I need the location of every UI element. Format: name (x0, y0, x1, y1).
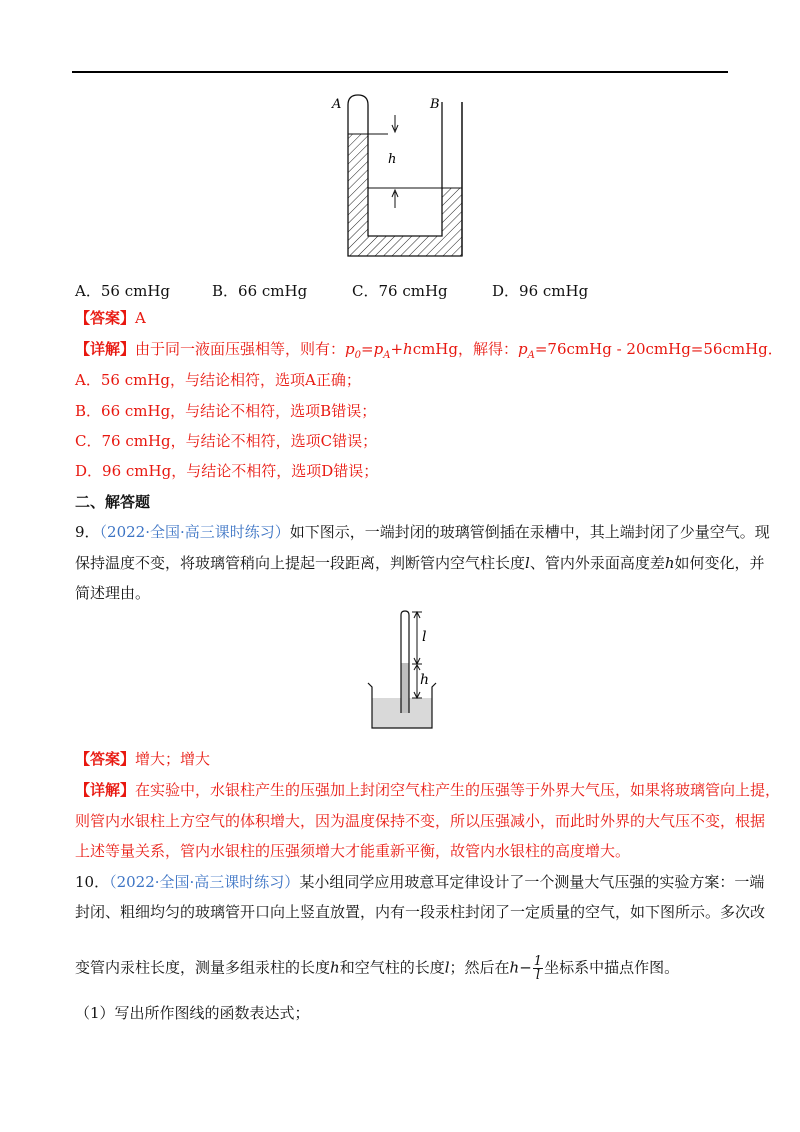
q9-line-2: 保持温度不变，将玻璃管稍向上提起一段距离，判断管内空气柱长度l、管内外汞面高度差h如何变化，并 (75, 554, 765, 572)
q10-line-3: 变管内汞柱长度，测量多组汞柱的长度h和空气柱的长度l；然后在h− $\frac{1}{l}$ 坐标系中描点作图。 (75, 954, 680, 983)
label-b: B (430, 97, 440, 112)
q8-answer: 【答案】A (75, 309, 146, 327)
u-tube-figure (320, 90, 480, 265)
q10-sub-1: （1）写出所作图线的函数表达式； (75, 1004, 310, 1022)
label-h: h (388, 152, 397, 167)
mercury-fill (348, 134, 462, 256)
q9-detail-2: 则管内水银柱上方空气的体积增大，因为温度保持不变，所以压强减小，而此时外界的大气压不变，根据 (75, 812, 766, 830)
fraction-1-over-l: $\frac{1}{l}$ (533, 954, 543, 983)
option-c: C．76 cmHg (352, 282, 448, 300)
q10-line-1: 10．（2022·全国·高三课时练习）某小组同学应用玻意耳定律设计了一个测量大气压强的实验方案：一端 (75, 873, 765, 891)
header-rule (72, 71, 728, 73)
section-title: 二、解答题 (75, 493, 151, 511)
q8-analysis-c: C．76 cmHg，与结论不相符，选项C错误； (75, 432, 378, 450)
q8-analysis-b: B．66 cmHg，与结论不相符，选项B错误； (75, 402, 377, 420)
q9-answer: 【答案】增大；增大 (75, 750, 211, 768)
q9-detail-1: 【详解】在实验中，水银柱产生的压强加上封闭空气柱产生的压强等于外界大气压，如果将玻璃管向上提， (75, 781, 781, 799)
trough-figure (360, 607, 452, 732)
q10-line-2: 封闭、粗细均匀的玻璃管开口向上竖直放置，内有一段汞柱封闭了一定质量的空气，如下图所示。多次改 (75, 903, 766, 921)
option-b: B．66 cmHg (212, 282, 308, 300)
q8-detail: 【详解】由于同一液面压强相等，则有：$p_0=p_A+hcmHg$，解得：$p_A=76cmHg$ - 20cmHg=56cmHg． (75, 340, 783, 361)
label-a: A (332, 97, 342, 112)
q8-analysis-a: A．56 cmHg，与结论相符，选项A正确； (75, 371, 361, 389)
q9-detail-3: 上述等量关系，管内水银柱的压强须增大才能重新平衡，故管内水银柱的高度增大。 (75, 842, 631, 860)
option-a: A．56 cmHg (75, 282, 171, 300)
label-h2: h (420, 672, 430, 688)
mercury-column (401, 663, 409, 713)
label-l: l (422, 629, 427, 645)
option-d: D．96 cmHg (492, 282, 589, 300)
q8-analysis-d: D．96 cmHg，与结论不相符，选项D错误； (75, 462, 379, 480)
q9-line-1: 9．（2022·全国·高三课时练习）如下图示，一端封闭的玻璃管倒插在汞槽中，其上端封闭了少量空气。现 (75, 523, 770, 541)
q9-line-3: 简述理由。 (75, 584, 151, 602)
